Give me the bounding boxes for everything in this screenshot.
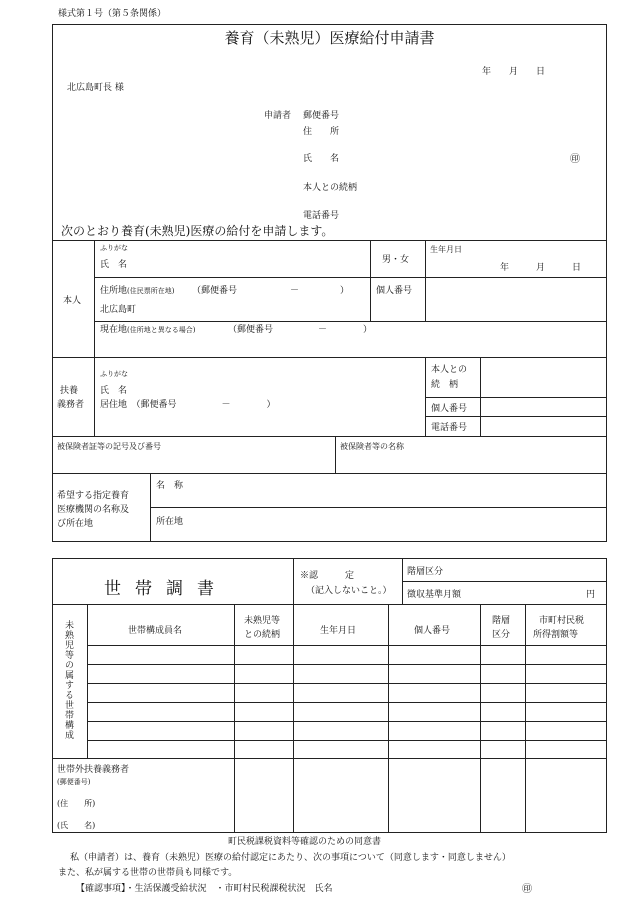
guardian-my-number-label[interactable]: 個人番号: [431, 404, 468, 414]
consent-line-1: 私（申請者）は、養育（未熟児）医療の給付認定にあたり、次の事項について（同意します・同意しません）: [70, 853, 511, 863]
certification-label: ※認 定: [300, 571, 355, 581]
current-address-label[interactable]: 現在地(住所地と異なる場合): [100, 325, 196, 335]
header-tax-1: 市町村民税: [539, 616, 585, 626]
consent-title: 町民税課税資料等確認のための同意書: [228, 837, 382, 847]
guardian-phone-label[interactable]: 電話番号: [431, 423, 468, 433]
household-survey: [52, 558, 607, 833]
outside-guardian-label: 世帯外扶養義務者: [57, 765, 130, 775]
tax-label[interactable]: 徴収基準月額: [407, 590, 462, 600]
postal-dash: －: [290, 286, 300, 296]
header-my-number: 個人番号: [414, 626, 451, 636]
applicant-address-label[interactable]: 住 所: [303, 127, 340, 137]
person-label: 本人: [63, 296, 82, 306]
form-title: 養育（未熟児）医療給付申請書: [224, 29, 435, 47]
postal-close: ）: [340, 286, 350, 296]
birth-date-ymd[interactable]: 年 月 日: [500, 263, 582, 273]
applicant-label: 申請者: [264, 111, 292, 121]
person-furigana-label: ふりがな: [100, 244, 128, 252]
insurance-name-label[interactable]: 被保険者等の名称: [340, 442, 404, 451]
addressee: 北広島町長 様: [67, 83, 124, 93]
address-label: 住所地(住民票所在地): [100, 286, 175, 296]
guardian-furigana-label: ふりがな: [100, 370, 128, 378]
header-relation-2: との続柄: [244, 630, 281, 640]
birth-date-label: 生年月日: [430, 245, 462, 254]
consent-line-3: 【確認事項】・生活保護受給状況 ・市町村民税課税状況 氏名: [76, 884, 333, 894]
outside-postal-label[interactable]: (郵便番号): [57, 778, 91, 786]
consent-seal-mark: ㊞: [522, 884, 532, 895]
household-side-label: 未熟児等の属する世帯構成: [63, 620, 73, 740]
guardian-label-1: 扶養: [60, 386, 79, 396]
guardian-name-label[interactable]: 氏 名: [100, 386, 128, 396]
date-line[interactable]: 年 月 日: [482, 67, 546, 77]
applicant-relation-label[interactable]: 本人との続柄: [303, 183, 358, 193]
institution-label-3: び所在地: [57, 519, 94, 529]
application-statement: 次のとおり養育(未熟児)医療の給付を申請します。: [61, 224, 334, 238]
institution-label-1: 希望する指定養育: [57, 491, 130, 501]
certification-note: （記入しないこと。）: [306, 586, 392, 596]
seal-mark: ㊞: [570, 154, 580, 165]
applicant-name-label[interactable]: 氏 名: [303, 154, 340, 164]
household-title: 世帯調書: [104, 579, 228, 599]
guardian-relation-label-1: 本人との: [431, 365, 468, 375]
institution-location-label[interactable]: 所在地: [156, 517, 184, 527]
town-name: 北広島町: [100, 305, 137, 315]
applicant-postal-label[interactable]: 郵便番号: [303, 111, 340, 121]
header-member-name: 世帯構成員名: [128, 626, 183, 636]
tier-label[interactable]: 階層区分: [407, 567, 444, 577]
institution-name-label[interactable]: 名 称: [156, 481, 184, 491]
header-relation-1: 未熟児等: [244, 616, 281, 626]
guardian-relation-label-2[interactable]: 続 柄: [431, 380, 459, 390]
institution-label-2: 医療機関の名称及: [57, 505, 130, 515]
header-tier-2: 区分: [492, 630, 511, 640]
applicant-phone-label[interactable]: 電話番号: [303, 211, 340, 221]
insurance-id-label[interactable]: 被保険者証等の記号及び番号: [57, 442, 161, 451]
guardian-address-label[interactable]: 居住地 （郵便番号 － ）: [100, 400, 276, 410]
header-tax-2: 所得割額等: [533, 630, 579, 640]
consent-line-2: また、私が属する世帯の世帯員も同様です。: [58, 868, 238, 878]
form-number: 様式第１号（第５条関係）: [58, 9, 167, 19]
gender-choice[interactable]: 男・女: [382, 255, 410, 265]
outside-address-label[interactable]: (住 所): [57, 799, 96, 808]
header-birth-date: 生年月日: [320, 626, 357, 636]
yen-unit: 円: [586, 590, 596, 600]
postal-open: （郵便番号: [192, 286, 238, 296]
guardian-label-2: 義務者: [57, 400, 85, 410]
current-postal: （郵便番号 － ）: [228, 325, 373, 335]
header-tier-1: 階層: [492, 616, 511, 626]
outside-name-label[interactable]: (氏 名): [57, 821, 96, 830]
person-name-label[interactable]: 氏 名: [100, 260, 128, 270]
my-number-label[interactable]: 個人番号: [376, 286, 413, 296]
